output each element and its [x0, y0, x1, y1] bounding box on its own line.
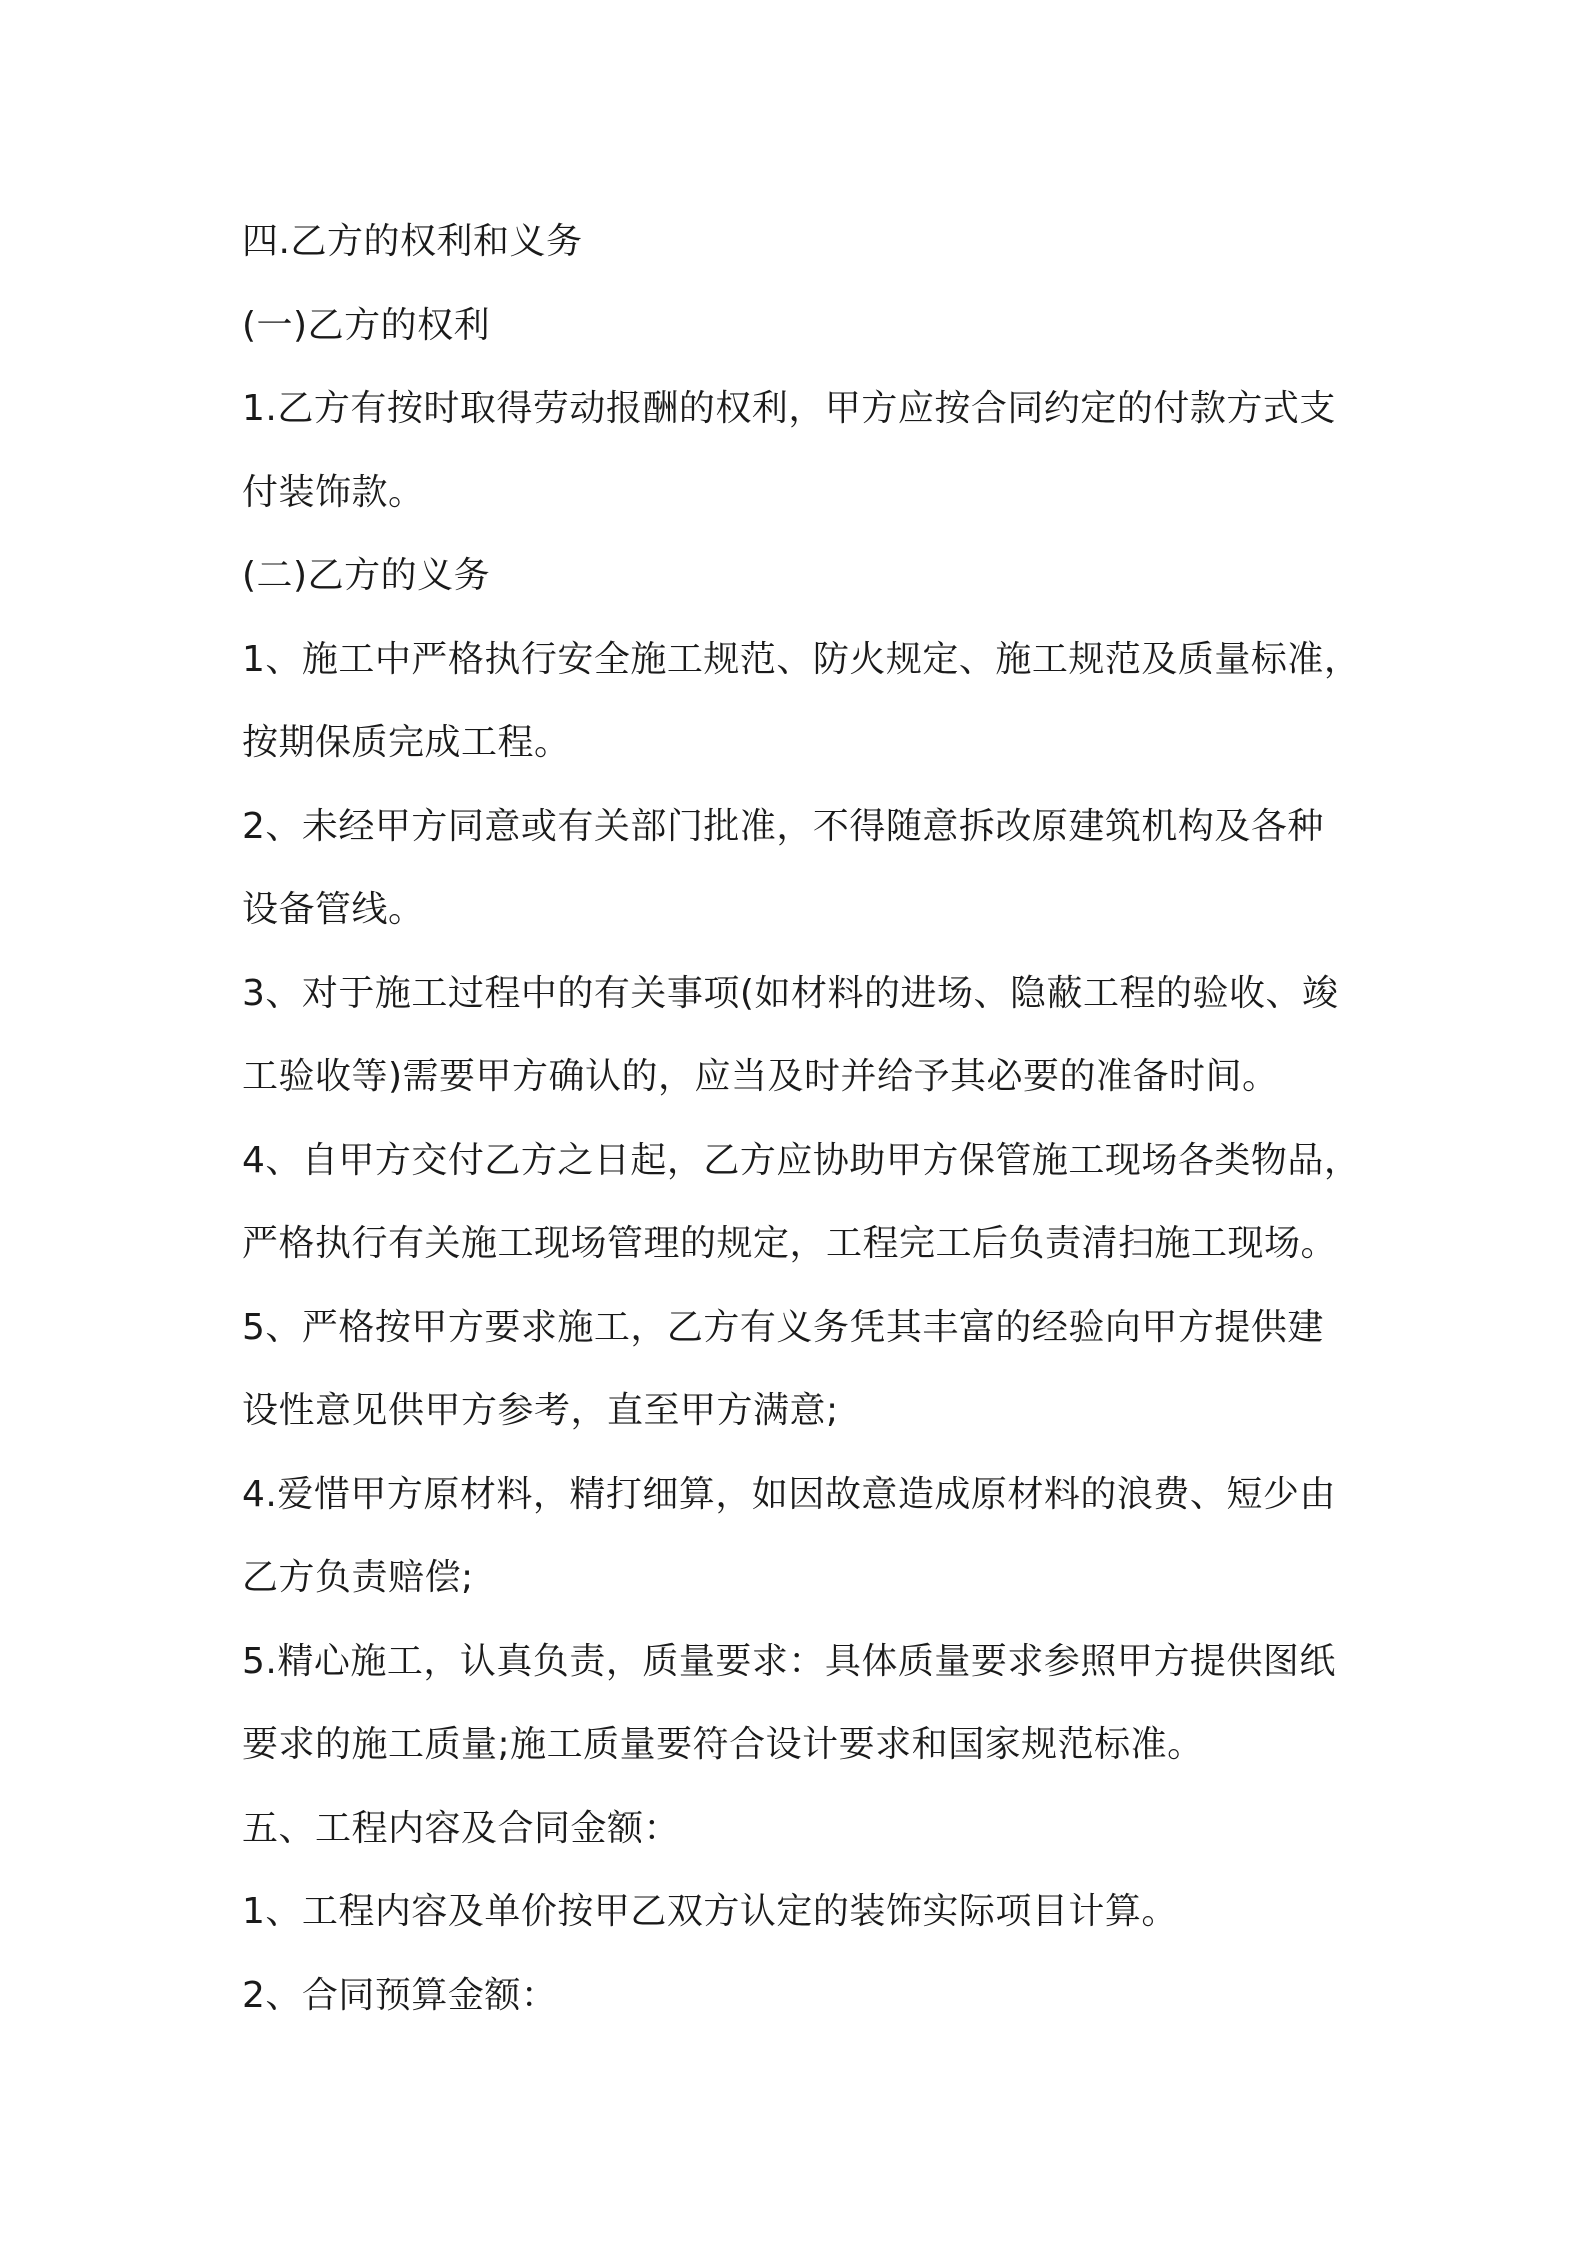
paragraph-line: 严格执行有关施工现场管理的规定，工程完工后负责清扫施工现场。 — [242, 1223, 1338, 1264]
section-heading-5: 五、工程内容及合同金额： — [242, 1807, 681, 1849]
paragraph-line: 1、工程内容及单价按甲乙双方认定的装饰实际项目计算。 — [242, 1891, 1178, 1932]
subsection-heading-rights: (一)乙方的权利 — [242, 304, 491, 346]
paragraph-line: 2、合同预算金额： — [242, 1974, 558, 2016]
paragraph-line: 4.爱惜甲方原材料，精打细算，如因故意造成原材料的浪费、短少由 — [242, 1473, 1336, 1515]
paragraph-line: 设备管线。 — [242, 889, 425, 930]
paragraph-line: 按期保质完成工程。 — [242, 722, 571, 763]
paragraph-line: 3、对于施工过程中的有关事项(如材料的进场、隐蔽工程的验收、竣 — [242, 972, 1339, 1014]
paragraph-line: 5、严格按甲方要求施工，乙方有义务凭其丰富的经验向甲方提供建 — [242, 1306, 1324, 1348]
document-body — [242, 200, 1362, 2037]
section-heading-4: 四.乙方的权利和义务 — [242, 221, 583, 262]
paragraph-line: 1.乙方有按时取得劳动报酬的权利，甲方应按合同约定的付款方式支 — [242, 388, 1336, 429]
paragraph-line: 4、自甲方交付乙方之日起，乙方应协助甲方保管施工现场各类物品， — [242, 1139, 1361, 1181]
paragraph-line: 工验收等)需要甲方确认的，应当及时并给予其必要的准备时间。 — [242, 1056, 1279, 1097]
paragraph-line: 设性意见供甲方参考，直至甲方满意; — [242, 1390, 839, 1431]
paragraph-line: 5.精心施工，认真负责，质量要求：具体质量要求参照甲方提供图纸 — [242, 1640, 1336, 1682]
paragraph-line: 付装饰款。 — [242, 471, 425, 513]
paragraph-line: 乙方负责赔偿; — [242, 1557, 474, 1598]
paragraph-line: 2、未经甲方同意或有关部门批准，不得随意拆改原建筑机构及各种 — [242, 805, 1324, 847]
paragraph-line: 要求的施工质量;施工质量要符合设计要求和国家规范标准。 — [242, 1724, 1204, 1765]
paragraph-line: 1、施工中严格执行安全施工规范、防火规定、施工规范及质量标准， — [242, 638, 1361, 680]
subsection-heading-obligations: (二)乙方的义务 — [242, 555, 491, 596]
